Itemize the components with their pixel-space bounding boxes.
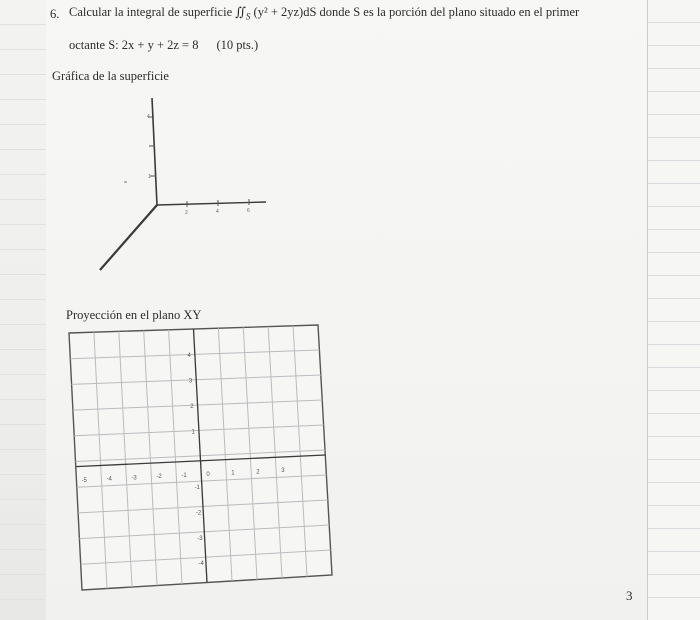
x-tick-label: -2 [156,474,162,481]
question-number: 6. [50,7,60,21]
y-tick-label: -1 [194,485,200,492]
points-label: (10 pts.) [216,38,259,52]
z-axis [152,98,157,205]
y-tick-label: -2 [195,510,202,517]
y-tick-label: 3 [188,378,193,385]
integrand: (y² + 2yz)dS [250,5,317,19]
x-tick-label: 1 [231,470,235,477]
y-tick-label: 2 [185,210,188,216]
surface-graph-title: Gráfica de la superficie [52,69,169,83]
y-tick-label: -3 [197,535,203,542]
y-tick-label: 4 [187,353,191,360]
integral-symbol: ∬ [235,5,246,19]
integral-subscript: S [245,11,251,22]
x-tick-label: -5 [81,477,87,484]
x-tick-label: 0 [206,471,210,478]
z-tick-label: 1 [148,174,151,180]
page-number: 3 [626,588,633,603]
y-tick-label: 1 [191,429,195,436]
y-tick-label: 6 [247,208,250,214]
z-tick-label: 4 [147,114,150,120]
x-tick-label: -1 [181,472,187,479]
x-tick-label: 3 [281,468,285,475]
y-axis [157,202,266,205]
x-tick-label: -4 [106,476,112,483]
projection-title: Proyección en el plano XY [66,308,202,322]
y-tick-label: 2 [190,403,194,410]
question-prefix: Calcular la integral de superficie [69,5,236,19]
x-tick-label: -3 [131,475,137,482]
y-tick-label: 4 [216,209,219,215]
3d-axes [100,98,266,270]
y-tick-label: -4 [198,561,204,568]
plane-equation: 2x + y + 2z = 8 [121,38,199,52]
question-suffix: donde S es la porción del plano situado en el primer [316,5,580,19]
octant-label: octante S: [69,38,122,52]
x-axis [100,205,157,270]
x-tick-label: 2 [256,469,260,476]
